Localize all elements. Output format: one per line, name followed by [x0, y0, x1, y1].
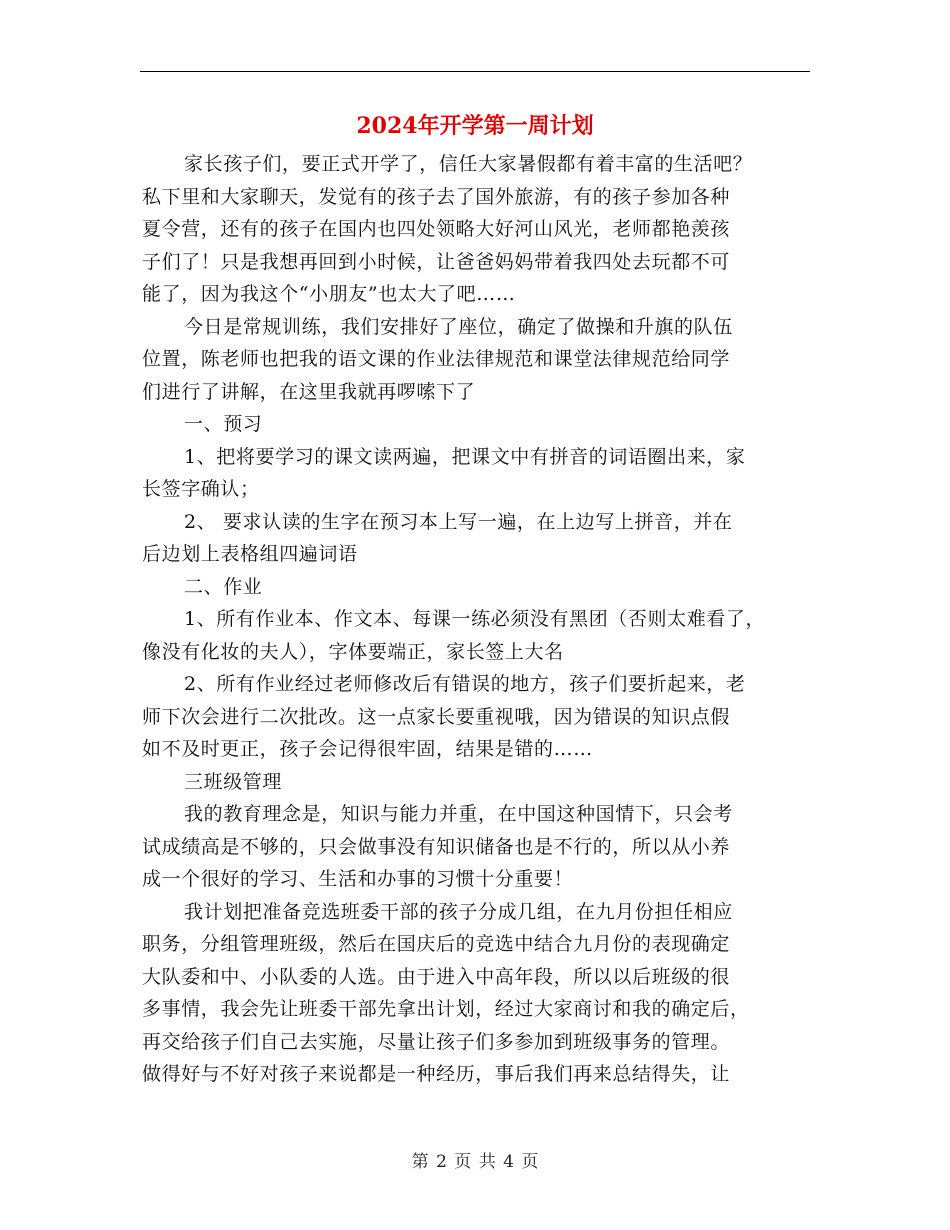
paragraph-line: 们进行了讲解，在这里我就再啰嗦下了 [142, 380, 476, 403]
paragraph-line: 试成绩高是不够的，只会做事没有知识储备也是不行的，所以从小养 [142, 835, 731, 858]
paragraph-line: 能了，因为我这个“小朋友”也太大了吧…… [142, 283, 516, 305]
paragraph-line: 子们了！只是我想再回到小时候，让爸爸妈妈带着我四处去玩都不可 [142, 250, 731, 273]
section-heading: 二、作业 [184, 575, 263, 598]
paragraph-line: 1、所有作业本、作文本、每课一练必须没有黑团（否则太难看了， [184, 608, 766, 630]
paragraph-line: 夏令营，还有的孩子在国内也四处领略大好河山风光，老师都艳羡孩 [142, 218, 731, 240]
paragraph-line: 今日是常规训练，我们安排好了座位，确定了做操和升旗的队伍 [184, 315, 733, 338]
paragraph-line: 家长孩子们，要正式开学了，信任大家暑假都有着丰富的生活吧？ [184, 153, 753, 175]
header-rule [140, 71, 810, 72]
page-number-footer: 第 2 页 共 4 页 [411, 1152, 539, 1172]
document-title: 2024年开学第一周计划 [356, 113, 594, 139]
paragraph-line: 做得好与不好对孩子来说都是一种经历，事后我们再来总结得失，让 [142, 1063, 731, 1085]
paragraph-line: 我计划把准备竞选班委干部的孩子分成几组，在九月份担任相应 [184, 900, 733, 923]
paragraph-line: 2、所有作业经过老师修改后有错误的地方，孩子们要折起来，老 [184, 673, 746, 695]
paragraph-line: 后边划上表格组四遍词语 [142, 543, 358, 565]
paragraph-line: 师下次会进行二次批改。这一点家长要重视哦，因为错误的知识点假 [142, 705, 731, 728]
paragraph-line: 长签字确认； [142, 478, 260, 500]
paragraph-line: 1、把将要学习的课文读两遍，把课文中有拼音的词语圈出来，家 [184, 445, 746, 468]
paragraph-line: 如不及时更正，孩子会记得很牢固，结果是错的…… [142, 738, 593, 760]
paragraph-line: 大队委和中、小队委的人选。由于进入中高年段，所以以后班级的很 [142, 965, 731, 988]
paragraph-line: 位置，陈老师也把我的语文课的作业法律规范和课堂法律规范给同学 [142, 348, 731, 370]
paragraph-line: 我的教育理念是，知识与能力并重，在中国这种国情下，只会考 [184, 803, 733, 825]
paragraph-line: 2、 要求认读的生字在预习本上写一遍，在上边写上拼音，并在 [184, 510, 733, 533]
paragraph-line: 多事情，我会先让班委干部先拿出计划，经过大家商讨和我的确定后， [142, 998, 750, 1020]
section-heading: 三班级管理 [184, 770, 283, 793]
document-body [142, 148, 814, 1091]
paragraph-line: 再交给孩子们自己去实施，尽量让孩子们多参加到班级事务的管理。 [142, 1030, 731, 1053]
paragraph-line: 私下里和大家聊天，发觉有的孩子去了国外旅游，有的孩子参加各种 [142, 185, 731, 208]
paragraph-line: 像没有化妆的夫人），字体要端正，家长签上大名 [142, 640, 564, 663]
paragraph-line: 职务，分组管理班级，然后在国庆后的竞选中结合九月份的表现确定 [142, 933, 731, 955]
paragraph-line: 成一个很好的学习、生活和办事的习惯十分重要！ [142, 868, 574, 890]
section-heading: 一、预习 [184, 413, 263, 435]
